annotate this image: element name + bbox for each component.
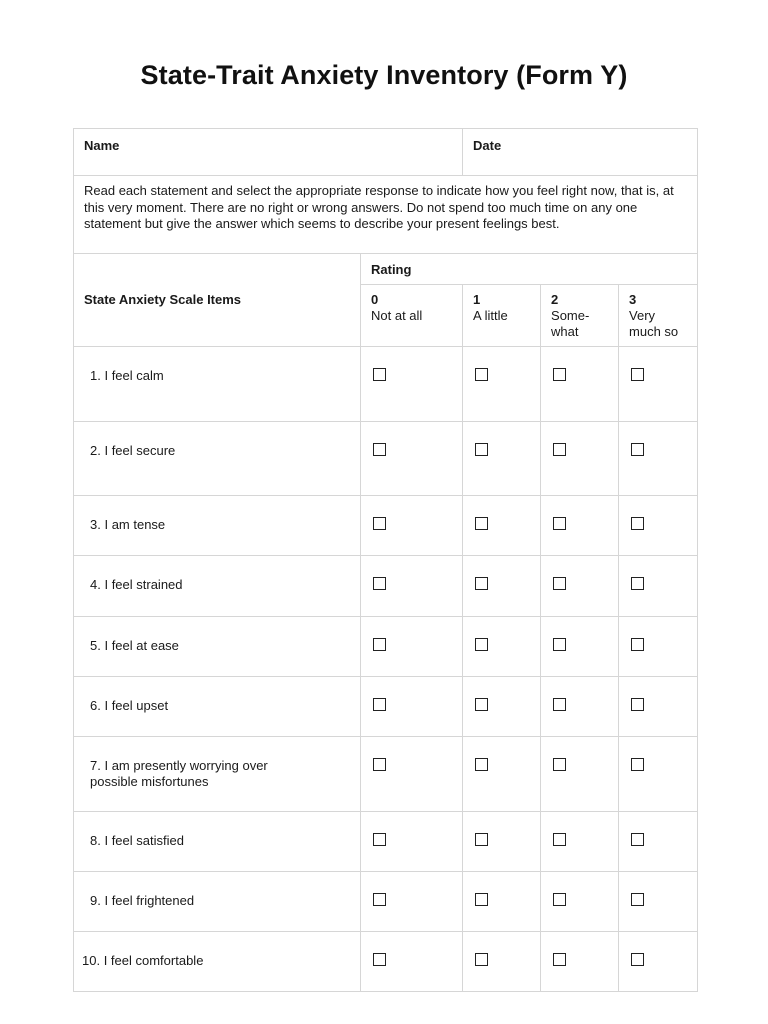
checkbox-item-8-rating-3[interactable] — [631, 833, 644, 846]
option-3-header — [619, 285, 698, 347]
checkbox-item-4-rating-3[interactable] — [631, 577, 644, 590]
checkbox-item-4-rating-2[interactable] — [553, 577, 566, 590]
item-number: 9. — [90, 893, 101, 908]
item-statement: I feel at ease — [104, 638, 179, 653]
item-text — [74, 617, 361, 677]
rating-header-row — [74, 254, 698, 285]
instructions-row — [74, 176, 698, 254]
checkbox-item-6-rating-1[interactable] — [475, 698, 488, 711]
name-field[interactable] — [74, 129, 463, 176]
item-statement: I feel frightened — [104, 893, 195, 908]
checkbox-item-5-rating-0[interactable] — [373, 638, 386, 651]
option-number: 1 — [473, 292, 481, 307]
checkbox-item-9-rating-1[interactable] — [475, 893, 488, 906]
checkbox-item-10-rating-3[interactable] — [631, 953, 644, 966]
option-1-header — [463, 285, 541, 347]
checkbox-item-8-rating-2[interactable] — [553, 833, 566, 846]
name-label: Name — [84, 138, 120, 153]
checkbox-item-2-rating-1[interactable] — [475, 443, 488, 456]
table-row — [74, 737, 698, 812]
item-text — [74, 556, 361, 617]
checkbox-item-6-rating-2[interactable] — [553, 698, 566, 711]
option-label: Not at all — [371, 308, 423, 323]
table-row — [74, 677, 698, 737]
item-statement: I am presently worrying over possible misfortunes — [90, 758, 268, 789]
option-number: 3 — [629, 292, 637, 307]
checkbox-item-9-rating-3[interactable] — [631, 893, 644, 906]
item-number: 1. — [90, 368, 101, 383]
checkbox-item-5-rating-2[interactable] — [553, 638, 566, 651]
item-number: 2. — [90, 443, 101, 458]
item-number: 6. — [90, 698, 101, 713]
item-text — [74, 496, 361, 556]
date-field[interactable] — [463, 129, 698, 176]
page-title: State-Trait Anxiety Inventory (Form Y) — [140, 60, 628, 90]
checkbox-item-8-rating-0[interactable] — [373, 833, 386, 846]
table-row — [74, 872, 698, 932]
rating-header: Rating — [361, 254, 698, 285]
anxiety-form-table — [73, 128, 698, 992]
option-number: 0 — [371, 292, 379, 307]
checkbox-item-4-rating-1[interactable] — [475, 577, 488, 590]
checkbox-item-4-rating-0[interactable] — [373, 577, 386, 590]
item-statement: I am tense — [104, 517, 166, 532]
checkbox-item-2-rating-3[interactable] — [631, 443, 644, 456]
checkbox-item-3-rating-2[interactable] — [553, 517, 566, 530]
checkbox-item-2-rating-0[interactable] — [373, 443, 386, 456]
item-text — [74, 872, 361, 932]
item-statement: I feel upset — [104, 698, 169, 713]
checkbox-item-1-rating-1[interactable] — [475, 368, 488, 381]
table-row — [74, 496, 698, 556]
checkbox-item-9-rating-2[interactable] — [553, 893, 566, 906]
scale-items-header: State Anxiety Scale Items — [74, 254, 361, 347]
checkbox-item-1-rating-0[interactable] — [373, 368, 386, 381]
item-text — [74, 812, 361, 872]
checkbox-item-8-rating-1[interactable] — [475, 833, 488, 846]
option-number: 2 — [551, 292, 559, 307]
checkbox-item-10-rating-1[interactable] — [475, 953, 488, 966]
item-number: 8. — [90, 833, 101, 848]
table-row — [74, 932, 698, 992]
checkbox-item-6-rating-0[interactable] — [373, 698, 386, 711]
option-0-header — [361, 285, 463, 347]
item-text — [74, 422, 361, 496]
item-statement: I feel comfortable — [103, 953, 204, 968]
checkbox-item-1-rating-2[interactable] — [553, 368, 566, 381]
item-text — [74, 932, 361, 992]
item-text — [74, 737, 361, 812]
option-label: A little — [473, 308, 508, 323]
checkbox-item-1-rating-3[interactable] — [631, 368, 644, 381]
item-text — [74, 347, 361, 422]
table-row — [74, 556, 698, 617]
date-label: Date — [473, 138, 502, 153]
checkbox-item-7-rating-3[interactable] — [631, 758, 644, 771]
checkbox-item-2-rating-2[interactable] — [553, 443, 566, 456]
name-date-row — [74, 129, 698, 176]
checkbox-item-9-rating-0[interactable] — [373, 893, 386, 906]
option-label: Some- what — [551, 308, 590, 339]
checkbox-item-7-rating-0[interactable] — [373, 758, 386, 771]
item-number: 4. — [90, 577, 101, 592]
option-2-header — [541, 285, 619, 347]
table-row — [74, 422, 698, 496]
checkbox-item-10-rating-2[interactable] — [553, 953, 566, 966]
item-number: 10. — [82, 953, 101, 968]
checkbox-item-6-rating-3[interactable] — [631, 698, 644, 711]
table-row — [74, 617, 698, 677]
checkbox-item-10-rating-0[interactable] — [373, 953, 386, 966]
item-statement: I feel strained — [104, 577, 183, 592]
option-label: Very much so — [629, 308, 679, 339]
checkbox-item-3-rating-3[interactable] — [631, 517, 644, 530]
item-text — [74, 677, 361, 737]
checkbox-item-5-rating-3[interactable] — [631, 638, 644, 651]
table-row — [74, 347, 698, 422]
item-number: 5. — [90, 638, 101, 653]
item-number: 3. — [90, 517, 101, 532]
item-statement: I feel satisfied — [104, 833, 184, 848]
table-row — [74, 812, 698, 872]
item-statement: I feel secure — [104, 443, 176, 458]
instructions-text: Read each statement and select the appropriate response to indicate how you feel right now, that is, at this very moment. There are no right or wrong answers. Do not spend too much time on any one statement but give the answer which seems to describe your present feelings best. — [84, 183, 674, 231]
item-statement: I feel calm — [104, 368, 164, 383]
checkbox-item-7-rating-2[interactable] — [553, 758, 566, 771]
checkbox-item-7-rating-1[interactable] — [475, 758, 488, 771]
checkbox-item-3-rating-0[interactable] — [373, 517, 386, 530]
checkbox-item-5-rating-1[interactable] — [475, 638, 488, 651]
item-number: 7. — [90, 758, 101, 773]
checkbox-item-3-rating-1[interactable] — [475, 517, 488, 530]
